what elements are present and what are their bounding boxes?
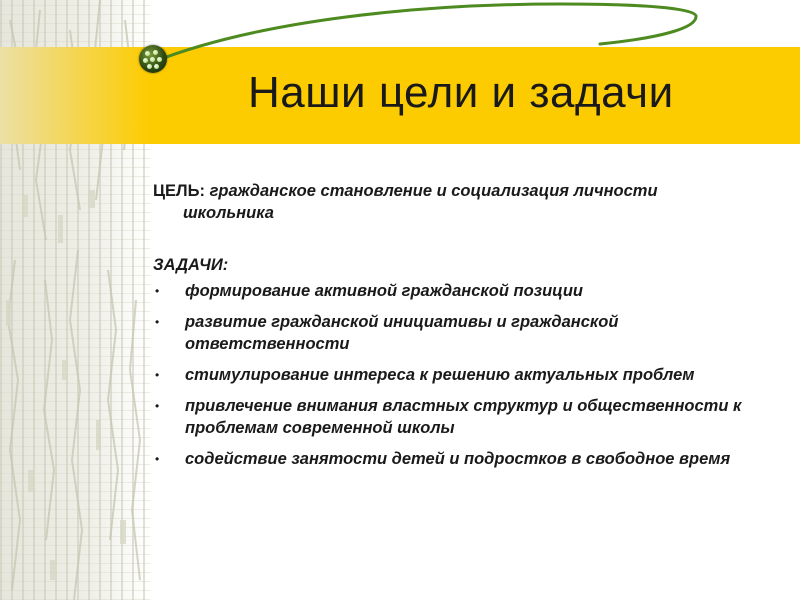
- task-text: стимулирование интереса к решению актуальных проблем: [185, 366, 695, 384]
- bullet-icon: •: [155, 284, 160, 298]
- goal-block: [153, 180, 773, 224]
- bullet-icon: •: [155, 315, 160, 329]
- list-item: [153, 448, 773, 470]
- list-item: [153, 364, 773, 386]
- page-title: Наши цели и задачи: [248, 68, 674, 117]
- green-orb-icon: [139, 45, 167, 73]
- slide-content: [153, 180, 773, 479]
- list-item: [153, 395, 773, 439]
- bullet-icon: •: [155, 368, 160, 382]
- task-text: содействие занятости детей и подростков в свободное время: [185, 450, 731, 468]
- bullet-icon: •: [155, 399, 160, 413]
- task-list: [153, 280, 773, 470]
- goal-text-continued: школьника: [183, 204, 274, 222]
- task-text: формирование активной гражданской позиции: [185, 282, 583, 300]
- list-item: [153, 280, 773, 302]
- list-item: [153, 311, 773, 355]
- goal-label: ЦЕЛЬ:: [153, 182, 205, 200]
- task-text: привлечение внимания властных структур и общественности к проблемам современной школы: [185, 397, 742, 437]
- task-text: развитие гражданской инициативы и гражданской ответственности: [185, 313, 619, 353]
- goal-text: гражданское становление и социализация личности: [209, 182, 658, 200]
- tasks-heading: ЗАДАЧИ:: [153, 256, 229, 274]
- bullet-icon: •: [155, 452, 160, 466]
